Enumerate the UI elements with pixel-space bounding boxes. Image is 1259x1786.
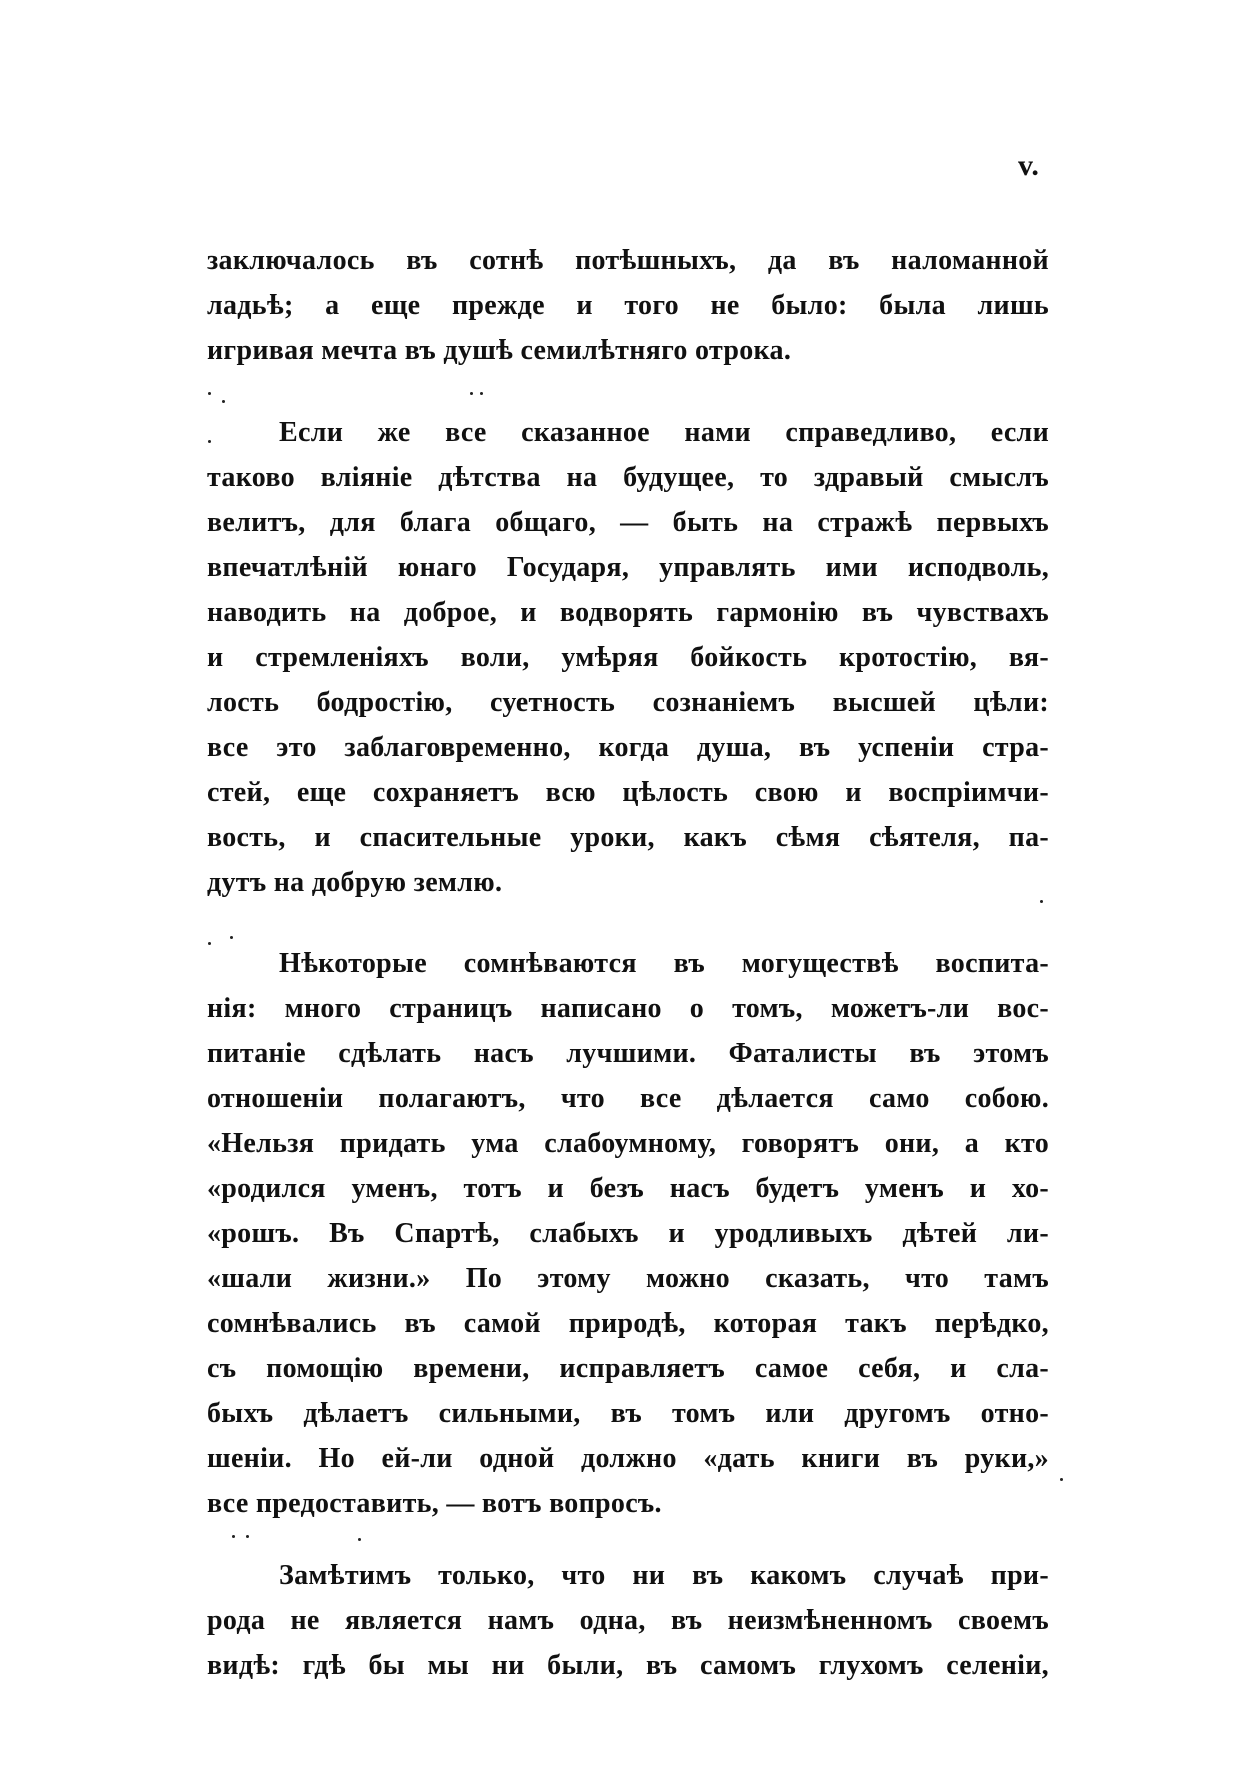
scan-speck <box>232 1535 235 1538</box>
text-line: Замѣтимъ только, что ни въ какомъ случаѣ при- <box>279 1560 1049 1591</box>
page-number: v. <box>1018 149 1039 182</box>
text-line: Если же все сказанное нами справедливо, если <box>279 417 1049 448</box>
text-line: отношеніи полагаютъ, что все дѣлается само собою. <box>207 1083 1049 1114</box>
text-line: «шали жизни.» По этому можно сказать, что тамъ <box>207 1263 1049 1294</box>
text-line: шеніи. Но ей-ли одной должно «дать книги въ руки,» <box>207 1443 1049 1474</box>
text-line: дутъ на добрую землю. <box>207 867 503 898</box>
scan-speck <box>1040 900 1043 903</box>
text-line: впечатлѣній юнаго Государя, управлять ими исподволь, <box>207 552 1049 583</box>
paragraph-nature-observation <box>207 1553 1049 1688</box>
text-line: заключалось въ сотнѣ потѣшныхъ, да въ наломанной <box>207 245 1049 276</box>
text-line: питаніе сдѣлать насъ лучшими. Фаталисты въ этомъ <box>207 1038 1049 1069</box>
text-line: лость бодростію, суетность сознаніемъ высшей цѣли: <box>207 687 1049 718</box>
text-line: видѣ: гдѣ бы мы ни были, въ самомъ глухомъ селеніи, <box>207 1650 1049 1681</box>
scan-speck <box>470 392 473 395</box>
paragraph-upbringing-influence <box>207 410 1049 905</box>
text-line: «родился уменъ, тотъ и безъ насъ будетъ уменъ и хо- <box>207 1173 1049 1204</box>
text-line: все предоставить, — вотъ вопросъ. <box>207 1488 662 1519</box>
paragraph-education-doubts <box>207 941 1049 1526</box>
scan-speck <box>358 1538 361 1541</box>
text-line: быхъ дѣлаетъ сильными, въ томъ или другомъ отно- <box>207 1398 1049 1429</box>
text-line: игривая мечта въ душѣ семилѣтняго отрока. <box>207 335 792 366</box>
scan-speck <box>246 1535 249 1538</box>
text-line: вость, и спасительные уроки, какъ сѣмя сѣятеля, па- <box>207 822 1049 853</box>
text-line: нія: много страницъ написано о томъ, можетъ-ли вос- <box>207 993 1049 1024</box>
text-line: «рошъ. Въ Спартѣ, слабыхъ и уродливыхъ дѣтей ли- <box>207 1218 1049 1249</box>
scan-speck <box>222 400 225 403</box>
text-line: и стремленіяхъ воли, умѣряя бойкость кротостію, вя- <box>207 642 1049 673</box>
text-line: сомнѣвались въ самой природѣ, которая такъ перѣдко, <box>207 1308 1049 1339</box>
text-line: ладьѣ; а еще прежде и того не было: была лишь <box>207 290 1049 321</box>
scan-speck <box>208 392 211 395</box>
scan-speck <box>230 936 233 939</box>
text-line: наводить на доброе, и водворять гармонію въ чувствахъ <box>207 597 1049 628</box>
text-line: таково вліяніе дѣтства на будущее, то здравый смыслъ <box>207 462 1049 493</box>
scan-speck <box>208 440 211 443</box>
text-line: велитъ, для блага общаго, — быть на стражѣ первыхъ <box>207 507 1049 538</box>
scan-speck <box>208 942 211 945</box>
scan-speck <box>1060 1478 1063 1481</box>
text-line: съ помощію времени, исправляетъ самое себя, и сла- <box>207 1353 1049 1384</box>
text-line: все это заблаговременно, когда душа, въ успеніи стра- <box>207 732 1049 763</box>
text-line: стей, еще сохраняетъ всю цѣлость свою и воспріимчи- <box>207 777 1049 808</box>
text-line: Нѣкоторые сомнѣваются въ могуществѣ воспита- <box>279 948 1049 979</box>
paragraph-continuation <box>207 238 1049 373</box>
scan-speck <box>480 392 483 395</box>
text-line: рода не является намъ одна, въ неизмѣненномъ своемъ <box>207 1605 1049 1636</box>
text-line: «Нельзя придать ума слабоумному, говорятъ они, а кто <box>207 1128 1049 1159</box>
